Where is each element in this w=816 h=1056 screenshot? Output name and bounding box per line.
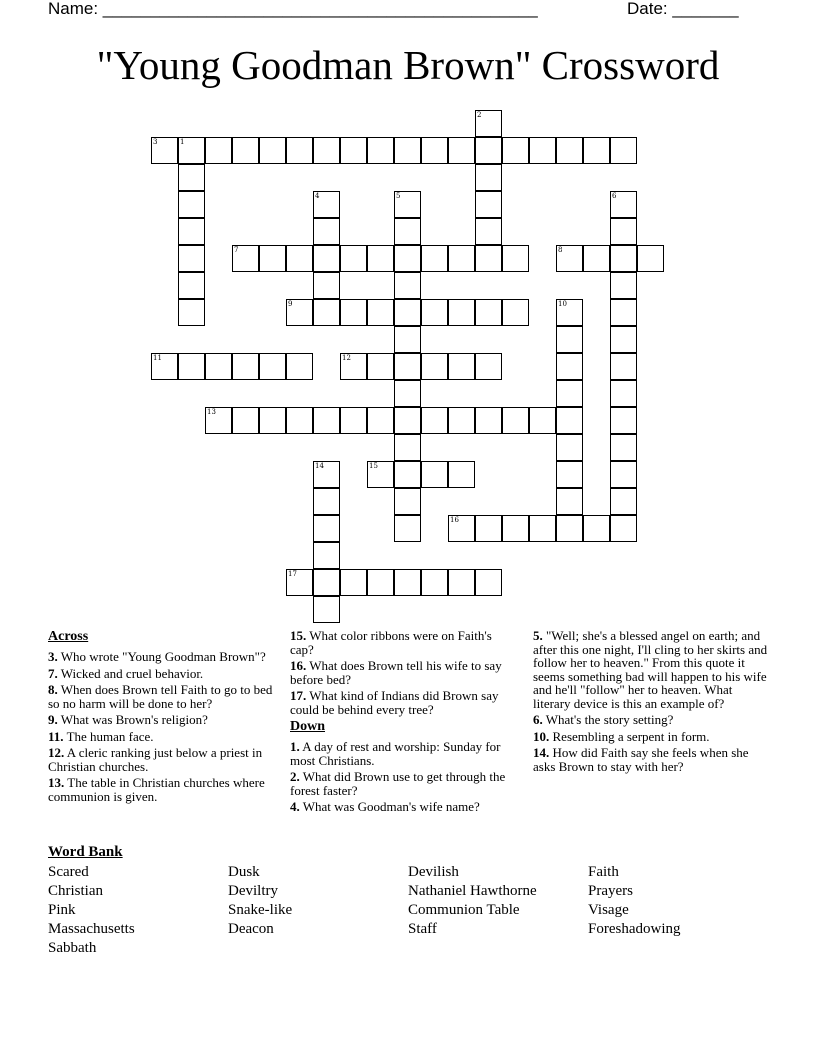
crossword-cell[interactable] bbox=[475, 245, 502, 272]
crossword-cell[interactable] bbox=[394, 488, 421, 515]
clue-across-13: 13. The table in Christian churches where communion is given. bbox=[48, 775, 265, 804]
word-bank-heading: Word Bank bbox=[48, 844, 123, 860]
crossword-cell[interactable] bbox=[205, 407, 232, 434]
clue-number: 11 bbox=[153, 354, 162, 362]
crossword-cell[interactable] bbox=[556, 434, 583, 461]
clue-number: 2 bbox=[477, 111, 482, 119]
crossword-cell[interactable] bbox=[475, 137, 502, 164]
clue-number: 15 bbox=[369, 462, 378, 470]
crossword-cell[interactable] bbox=[394, 191, 421, 218]
clue-number: 10 bbox=[558, 300, 567, 308]
word-bank-item: Staff bbox=[408, 921, 437, 937]
crossword-cell[interactable] bbox=[313, 245, 340, 272]
clue-number: 8 bbox=[558, 246, 563, 254]
crossword-cell[interactable] bbox=[502, 515, 529, 542]
crossword-cell[interactable] bbox=[448, 299, 475, 326]
crossword-cell[interactable] bbox=[448, 569, 475, 596]
crossword-cell[interactable] bbox=[394, 380, 421, 407]
word-bank-column-4 bbox=[588, 863, 768, 939]
crossword-cell[interactable] bbox=[475, 110, 502, 137]
crossword-cell[interactable] bbox=[313, 299, 340, 326]
clue-down-6: 6. What's the story setting? bbox=[533, 712, 674, 727]
clue-across-8: 8. When does Brown tell Faith to go to bed so no harm will be done to her? bbox=[48, 682, 273, 711]
crossword-cell[interactable] bbox=[448, 515, 475, 542]
crossword-cell[interactable] bbox=[340, 137, 367, 164]
crossword-cell[interactable] bbox=[610, 299, 637, 326]
crossword-cell[interactable] bbox=[367, 461, 394, 488]
crossword-cell[interactable] bbox=[178, 191, 205, 218]
word-bank-item: Communion Table bbox=[408, 902, 520, 918]
clue-number: 3 bbox=[153, 138, 158, 146]
crossword-cell[interactable] bbox=[583, 515, 610, 542]
crossword-cell[interactable] bbox=[556, 137, 583, 164]
crossword-cell[interactable] bbox=[610, 515, 637, 542]
crossword-cell[interactable] bbox=[529, 515, 556, 542]
crossword-cell[interactable] bbox=[313, 272, 340, 299]
crossword-cell[interactable] bbox=[610, 137, 637, 164]
crossword-cell[interactable] bbox=[313, 218, 340, 245]
crossword-cell[interactable] bbox=[475, 191, 502, 218]
word-bank-item: Scared bbox=[48, 864, 89, 880]
crossword-cell[interactable] bbox=[340, 407, 367, 434]
word-bank-item: Dusk bbox=[228, 864, 260, 880]
crossword-cell[interactable] bbox=[556, 245, 583, 272]
page-title: "Young Goodman Brown" Crossword bbox=[96, 42, 720, 88]
clue-down-14: 14. How did Faith say she feels when she asks Brown to stay with her? bbox=[533, 745, 749, 774]
clue-number: 16 bbox=[450, 516, 459, 524]
clues-column-2 bbox=[290, 629, 518, 817]
crossword-cell[interactable] bbox=[367, 569, 394, 596]
crossword-cell[interactable] bbox=[259, 407, 286, 434]
crossword-cell[interactable] bbox=[286, 245, 313, 272]
crossword-cell[interactable] bbox=[502, 299, 529, 326]
crossword-cell[interactable] bbox=[637, 245, 664, 272]
crossword-cell[interactable] bbox=[610, 488, 637, 515]
crossword-cell[interactable] bbox=[529, 407, 556, 434]
crossword-cell[interactable] bbox=[610, 326, 637, 353]
crossword-cell[interactable] bbox=[313, 542, 340, 569]
clue-number: 1 bbox=[180, 138, 185, 146]
word-bank-item: Visage bbox=[588, 902, 629, 918]
crossword-cell[interactable] bbox=[610, 218, 637, 245]
crossword-cell[interactable] bbox=[421, 299, 448, 326]
crossword-cell[interactable] bbox=[610, 272, 637, 299]
crossword-cell[interactable] bbox=[421, 461, 448, 488]
crossword-cell[interactable] bbox=[583, 245, 610, 272]
crossword-cell[interactable] bbox=[394, 461, 421, 488]
crossword-cell[interactable] bbox=[286, 353, 313, 380]
crossword-cell[interactable] bbox=[286, 137, 313, 164]
crossword-cell[interactable] bbox=[340, 245, 367, 272]
crossword-cell[interactable] bbox=[421, 569, 448, 596]
crossword-cell[interactable] bbox=[205, 137, 232, 164]
crossword-cell[interactable] bbox=[448, 353, 475, 380]
crossword-cell[interactable] bbox=[232, 137, 259, 164]
crossword-cell[interactable] bbox=[394, 515, 421, 542]
crossword-cell[interactable] bbox=[340, 353, 367, 380]
crossword-cell[interactable] bbox=[610, 461, 637, 488]
word-bank-item: Christian bbox=[48, 883, 103, 899]
crossword-cell[interactable] bbox=[340, 569, 367, 596]
crossword-cell[interactable] bbox=[610, 407, 637, 434]
crossword-cell[interactable] bbox=[556, 380, 583, 407]
clue-number: 9 bbox=[288, 300, 293, 308]
crossword-cell[interactable] bbox=[394, 299, 421, 326]
crossword-cell[interactable] bbox=[151, 353, 178, 380]
crossword-cell[interactable] bbox=[313, 191, 340, 218]
crossword-cell[interactable] bbox=[367, 353, 394, 380]
crossword-cell[interactable] bbox=[421, 407, 448, 434]
word-bank-item: Deviltry bbox=[228, 883, 278, 899]
crossword-cell[interactable] bbox=[556, 299, 583, 326]
crossword-cell[interactable] bbox=[394, 434, 421, 461]
clue-number: 5 bbox=[396, 192, 401, 200]
word-bank-item: Faith bbox=[588, 864, 619, 880]
crossword-cell[interactable] bbox=[367, 245, 394, 272]
crossword-cell[interactable] bbox=[313, 137, 340, 164]
word-bank-item: Sabbath bbox=[48, 940, 97, 956]
clue-across-17: 17. What kind of Indians did Brown say could be behind every tree? bbox=[290, 688, 499, 717]
crossword-cell[interactable] bbox=[502, 137, 529, 164]
crossword-cell[interactable] bbox=[286, 407, 313, 434]
crossword-cell[interactable] bbox=[421, 245, 448, 272]
crossword-cell[interactable] bbox=[556, 461, 583, 488]
clue-down-5: 5. "Well; she's a blessed angel on earth; and after this one night, I'll cling to her skirts and follow her to heaven." From this quote it seems something bad will happen to his wife and he'll "follow" her to heaven. What literary device is this an example of? bbox=[533, 628, 768, 711]
crossword-cell[interactable] bbox=[286, 299, 313, 326]
crossword-cell[interactable] bbox=[178, 218, 205, 245]
crossword-cell[interactable] bbox=[259, 137, 286, 164]
word-bank-item: Devilish bbox=[408, 864, 459, 880]
crossword-cell[interactable] bbox=[178, 299, 205, 326]
clue-number: 4 bbox=[315, 192, 320, 200]
crossword-cell[interactable] bbox=[529, 137, 556, 164]
crossword-cell[interactable] bbox=[502, 407, 529, 434]
crossword-cell[interactable] bbox=[583, 137, 610, 164]
crossword-cell[interactable] bbox=[205, 353, 232, 380]
clue-across-12: 12. A cleric ranking just below a priest in Christian churches. bbox=[48, 745, 263, 774]
crossword-cell[interactable] bbox=[178, 137, 205, 164]
crossword-cell[interactable] bbox=[313, 596, 340, 623]
clue-down-10: 10. Resembling a serpent in form. bbox=[533, 728, 710, 744]
crossword-cell[interactable] bbox=[313, 569, 340, 596]
name-line[interactable]: Name: ______________________________________________ bbox=[48, 0, 538, 18]
clue-down-4: 4. What was Goodman's wife name? bbox=[290, 799, 480, 814]
crossword-cell[interactable] bbox=[610, 245, 637, 272]
word-bank-item: Prayers bbox=[588, 883, 633, 899]
crossword-cell[interactable] bbox=[313, 407, 340, 434]
word-bank-column-2 bbox=[228, 863, 408, 939]
down-heading: Down bbox=[290, 719, 326, 734]
clue-across-11: 11. The human face. bbox=[48, 728, 154, 744]
clue-number: 7 bbox=[234, 246, 239, 254]
clue-across-15: 15. What color ribbons were on Faith's cap? bbox=[290, 628, 492, 657]
word-bank-item: Nathaniel Hawthorne bbox=[408, 883, 537, 899]
crossword-cell[interactable] bbox=[556, 326, 583, 353]
crossword-cell[interactable] bbox=[475, 299, 502, 326]
date-line[interactable]: Date: _______ bbox=[627, 0, 739, 18]
crossword-cell[interactable] bbox=[556, 407, 583, 434]
crossword-cell[interactable] bbox=[394, 326, 421, 353]
across-heading: Across bbox=[48, 629, 89, 644]
crossword-cell[interactable] bbox=[178, 245, 205, 272]
clues-column-3 bbox=[533, 629, 768, 776]
crossword-cell[interactable] bbox=[394, 245, 421, 272]
crossword-cell[interactable] bbox=[448, 137, 475, 164]
crossword-cell[interactable] bbox=[502, 245, 529, 272]
crossword-cell[interactable] bbox=[394, 407, 421, 434]
crossword-cell[interactable] bbox=[178, 164, 205, 191]
clue-number: 13 bbox=[207, 408, 216, 416]
word-bank-item: Foreshadowing bbox=[588, 921, 681, 937]
word-bank-item: Snake-like bbox=[228, 902, 293, 918]
crossword-cell[interactable] bbox=[475, 407, 502, 434]
clue-number: 17 bbox=[288, 570, 297, 578]
crossword-cell[interactable] bbox=[151, 137, 178, 164]
crossword-cell[interactable] bbox=[367, 299, 394, 326]
clue-across-3: 3. Who wrote "Young Goodman Brown"? bbox=[48, 649, 266, 664]
crossword-cell[interactable] bbox=[475, 164, 502, 191]
clue-across-9: 9. What was Brown's religion? bbox=[48, 712, 208, 727]
crossword-cell[interactable] bbox=[556, 353, 583, 380]
crossword-cell[interactable] bbox=[340, 299, 367, 326]
crossword-cell[interactable] bbox=[448, 461, 475, 488]
crossword-cell[interactable] bbox=[556, 488, 583, 515]
clue-down-2: 2. What did Brown use to get through the forest faster? bbox=[290, 769, 506, 798]
crossword-cell[interactable] bbox=[259, 353, 286, 380]
word-bank-column-3 bbox=[408, 863, 588, 939]
crossword-cell[interactable] bbox=[556, 515, 583, 542]
crossword-cell[interactable] bbox=[421, 137, 448, 164]
crossword-cell[interactable] bbox=[448, 407, 475, 434]
clue-number: 6 bbox=[612, 192, 617, 200]
crossword-cell[interactable] bbox=[394, 569, 421, 596]
crossword-cell[interactable] bbox=[286, 569, 313, 596]
clue-across-7: 7. Wicked and cruel behavior. bbox=[48, 665, 204, 681]
crossword-cell[interactable] bbox=[394, 353, 421, 380]
crossword-cell[interactable] bbox=[421, 353, 448, 380]
crossword-cell[interactable] bbox=[448, 245, 475, 272]
crossword-cell[interactable] bbox=[367, 407, 394, 434]
crossword-cell[interactable] bbox=[475, 515, 502, 542]
crossword-cell[interactable] bbox=[475, 569, 502, 596]
clue-number: 12 bbox=[342, 354, 351, 362]
word-bank-column-1 bbox=[48, 863, 228, 958]
crossword-cell[interactable] bbox=[475, 218, 502, 245]
clues-column-1 bbox=[48, 629, 273, 806]
word-bank bbox=[48, 843, 768, 956]
crossword-cell[interactable] bbox=[610, 380, 637, 407]
crossword-cell[interactable] bbox=[232, 407, 259, 434]
crossword-cell[interactable] bbox=[475, 353, 502, 380]
crossword-cell[interactable] bbox=[178, 272, 205, 299]
word-bank-item: Massachusetts bbox=[48, 921, 135, 937]
clue-down-1: 1. A day of rest and worship: Sunday for most Christians. bbox=[290, 739, 501, 768]
crossword-cell[interactable] bbox=[610, 434, 637, 461]
crossword-cell[interactable] bbox=[313, 515, 340, 542]
word-bank-item: Deacon bbox=[228, 921, 274, 937]
crossword-cell[interactable] bbox=[313, 488, 340, 515]
clue-number: 14 bbox=[315, 462, 324, 470]
crossword-cell[interactable] bbox=[394, 272, 421, 299]
crossword-cell[interactable] bbox=[259, 245, 286, 272]
crossword-cell[interactable] bbox=[232, 245, 259, 272]
crossword-cell[interactable] bbox=[610, 191, 637, 218]
clue-across-16: 16. What does Brown tell his wife to say before bed? bbox=[290, 658, 502, 687]
crossword-cell[interactable] bbox=[313, 461, 340, 488]
crossword-cell[interactable] bbox=[232, 353, 259, 380]
crossword-cell[interactable] bbox=[178, 353, 205, 380]
crossword-cell[interactable] bbox=[394, 218, 421, 245]
crossword-cell[interactable] bbox=[367, 137, 394, 164]
crossword-cell[interactable] bbox=[394, 137, 421, 164]
crossword-cell[interactable] bbox=[610, 353, 637, 380]
word-bank-item: Pink bbox=[48, 902, 76, 918]
